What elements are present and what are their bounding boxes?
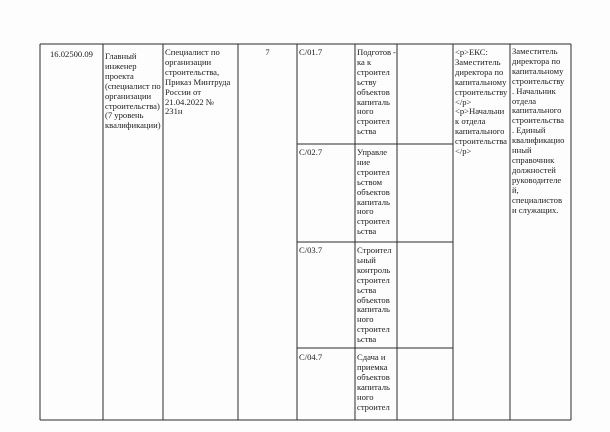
function-code-1: С/01.7 <box>299 48 323 57</box>
level-cell: 7 <box>265 48 270 57</box>
function-code-3: С/03.7 <box>299 246 323 255</box>
function-name-1: Подготов ка к строител ьству объектов капиталь ного строител ьства <box>357 48 392 137</box>
standard-cell: Специалист по организации строительства, Приказ Минтруда России от 21.04.2022 № 231н <box>165 48 231 117</box>
eks-cell: <p>ЕКС: Заместитель директора по капитальному строительству </p> <p>Начальни к отдела капитального строительства </p> <box>455 48 508 157</box>
function-dash-1: - <box>393 48 396 57</box>
function-name-3: Строител ьный контроль строител ьства объектов капиталь ного строител ьства <box>357 246 392 345</box>
positions-cell: Заместитель директора по капитальному строительству . Начальник отдела капитального строительства . Единый квалификацио нный справочник должностей руководителе й, специалистов и служащих. <box>512 47 565 215</box>
function-code-2: С/02.7 <box>299 148 323 157</box>
position-cell: Главный инженер проекта (специалист по организации строительства) (7 уровень квалификации) <box>105 52 161 131</box>
code-cell: 16.02500.09 <box>50 50 93 59</box>
function-code-4: С/04.7 <box>299 353 323 362</box>
function-name-2: Управле ние строител ьством объектов капиталь ного строител ьства <box>357 148 390 237</box>
function-name-4: Сдача и приемка объектов капиталь ного строител <box>357 353 390 412</box>
